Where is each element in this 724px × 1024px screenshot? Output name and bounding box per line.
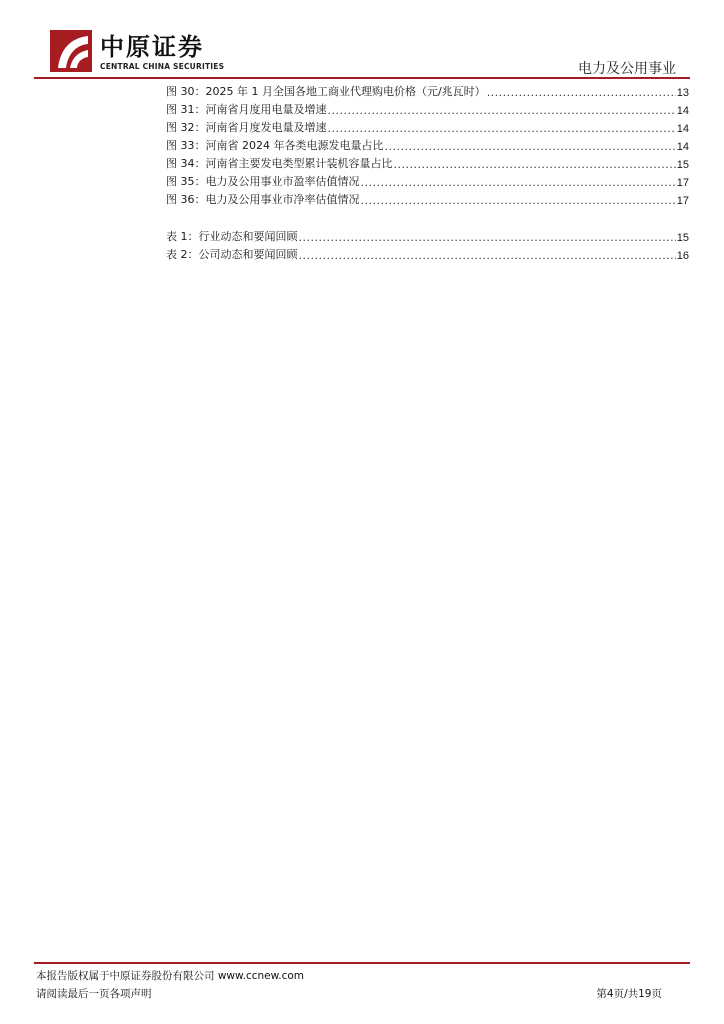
disclaimer-notice: 请阅读最后一页各项声明	[36, 988, 152, 1000]
brand-name-en: CENTRAL CHINA SECURITIES	[100, 62, 225, 71]
toc-entry[interactable]	[166, 155, 689, 171]
toc-entry-label: 图 32：河南省月度发电量及增速	[166, 121, 327, 134]
toc-entry-label: 表 2：公司动态和要闻回顾	[166, 248, 298, 261]
toc-leader-dots	[394, 158, 676, 171]
toc-entry[interactable]	[166, 246, 689, 262]
toc-entry-page: 15	[676, 232, 689, 244]
toc-entry[interactable]	[166, 228, 689, 244]
toc-entry-label: 图 35：电力及公用事业市盈率估值情况	[166, 175, 360, 188]
footer-divider	[34, 962, 690, 964]
toc-entry-label: 图 34：河南省主要发电类型累计装机容量占比	[166, 157, 393, 170]
toc-entry-page: 14	[676, 123, 689, 135]
toc-entry-label: 图 33：河南省 2024 年各类电源发电量占比	[166, 139, 384, 152]
toc-entry-page: 14	[676, 141, 689, 153]
toc-entry[interactable]	[166, 137, 689, 153]
toc-entry-label: 图 36：电力及公用事业市净率估值情况	[166, 193, 360, 206]
toc-entry-label: 图 31：河南省月度用电量及增速	[166, 103, 327, 116]
toc-leader-dots	[487, 86, 676, 99]
report-section-title: 电力及公用事业	[578, 61, 676, 77]
toc-leader-dots	[361, 194, 676, 207]
page-number: 第4页/共19页	[596, 988, 662, 1000]
toc-entry-page: 14	[676, 105, 689, 117]
toc-entry-page: 15	[676, 159, 689, 171]
header-divider	[34, 77, 690, 79]
toc-entry[interactable]	[166, 119, 689, 135]
toc-entry-page: 16	[676, 250, 689, 262]
toc-entry[interactable]	[166, 191, 689, 207]
toc-leader-dots	[384, 140, 675, 153]
toc-entry[interactable]	[166, 101, 689, 117]
copyright-notice: 本报告版权属于中原证券股份有限公司 www.ccnew.com	[36, 970, 305, 982]
toc-leader-dots	[328, 104, 676, 117]
brand-name-cn: 中原证券	[100, 33, 204, 61]
toc-entry-label: 表 1：行业动态和要闻回顾	[166, 230, 298, 243]
toc-entry[interactable]	[166, 83, 689, 99]
toc-entry-label: 图 30：2025 年 1 月全国各地工商业代理购电价格（元/兆瓦时）	[166, 85, 486, 98]
toc-leader-dots	[361, 176, 676, 189]
toc-leader-dots	[299, 249, 676, 262]
toc-entry-page: 13	[676, 87, 689, 99]
toc-entry-page: 17	[676, 177, 689, 189]
toc-leader-dots	[328, 122, 676, 135]
toc-entry[interactable]	[166, 173, 689, 189]
toc-entry-page: 17	[676, 195, 689, 207]
central-china-securities-logo	[50, 30, 92, 72]
toc-leader-dots	[299, 231, 676, 244]
